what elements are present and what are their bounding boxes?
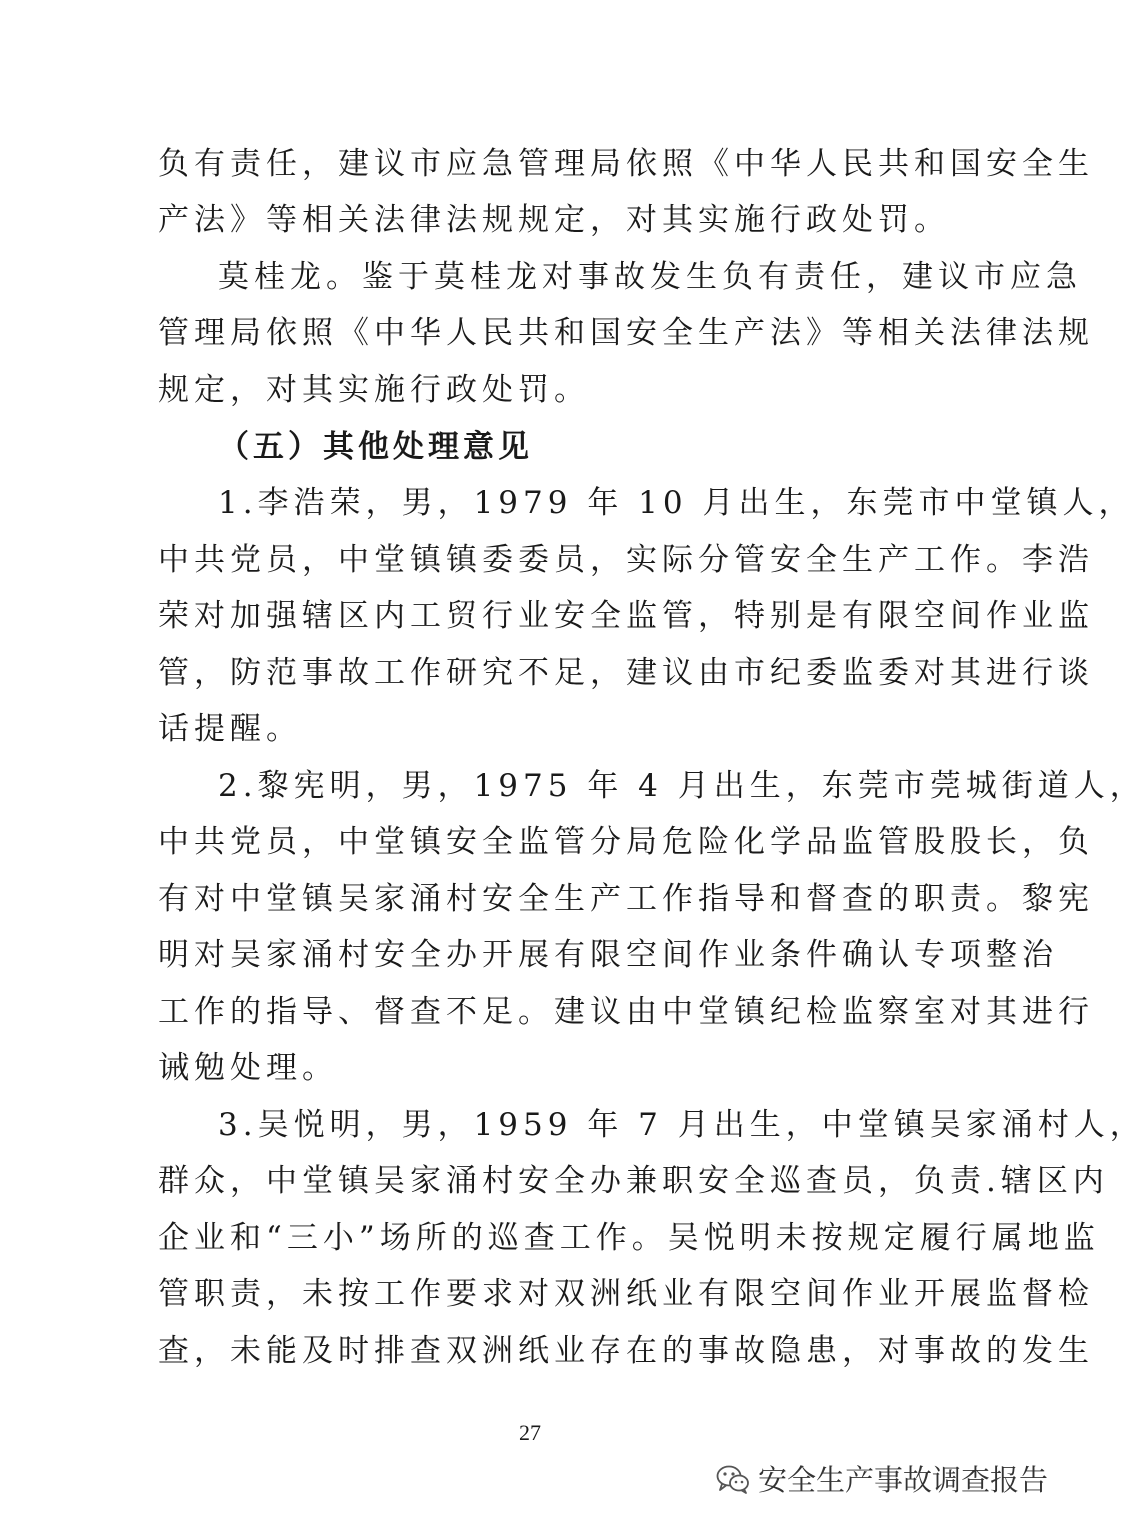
- text-line: 规定，对其实施行政处罚。: [158, 372, 590, 408]
- text-line: 管理局依照《中华人民共和国安全生产法》等相关法律法规: [158, 315, 1094, 351]
- text-line: 负有责任，建议市应急管理局依照《中华人民共和国安全生: [158, 146, 1094, 182]
- text-line: 查，未能及时排查双洲纸业存在的事故隐患，对事故的发生: [158, 1333, 1094, 1369]
- text-line: 诫勉处理。: [158, 1050, 338, 1086]
- watermark-text: 安全生产事故调查报告: [757, 1463, 1048, 1497]
- text-line: 2.黎宪明，男，1975 年 4 月出生，东莞市莞城街道人，: [218, 768, 1146, 804]
- text-line: 3.吴悦明，男，1959 年 7 月出生，中堂镇吴家涌村人，: [218, 1107, 1146, 1143]
- wechat-icon: [716, 1464, 750, 1494]
- text-line: 企业和“三小”场所的巡查工作。吴悦明未按规定履行属地监: [158, 1220, 1100, 1256]
- page-number: 27: [519, 1420, 541, 1445]
- text-line: 有对中堂镇吴家涌村安全生产工作指导和督查的职责。黎宪: [158, 881, 1094, 917]
- text-line: 莫桂龙。鉴于莫桂龙对事故发生负有责任，建议市应急: [218, 259, 1082, 295]
- text-line: 群众，中堂镇吴家涌村安全办兼职安全巡查员，负责.辖区内: [158, 1163, 1109, 1199]
- section-heading: （五）其他处理意见: [218, 429, 533, 465]
- text-line: 管，防范事故工作研究不足，建议由市纪委监委对其进行谈: [158, 655, 1094, 691]
- text-line: 荣对加强辖区内工贸行业安全监管，特别是有限空间作业监: [158, 598, 1094, 634]
- text-line: 中共党员，中堂镇安全监管分局危险化学品监管股股长，负: [158, 824, 1094, 860]
- text-line: 工作的指导、督查不足。建议由中堂镇纪检监察室对其进行: [158, 994, 1094, 1030]
- text-line: 明对吴家涌村安全办开展有限空间作业条件确认专项整治: [158, 937, 1058, 973]
- text-line: 中共党员，中堂镇镇委委员，实际分管安全生产工作。李浩: [158, 542, 1094, 578]
- text-line: 管职责，未按工作要求对双洲纸业有限空间作业开展监督检: [158, 1276, 1094, 1312]
- watermark: [716, 1458, 1048, 1499]
- text-line: 1.李浩荣，男，1979 年 10 月出生，东莞市中堂镇人，: [218, 485, 1135, 521]
- text-line: 话提醒。: [158, 711, 302, 747]
- text-line: 产法》等相关法律法规规定，对其实施行政处罚。: [158, 202, 950, 238]
